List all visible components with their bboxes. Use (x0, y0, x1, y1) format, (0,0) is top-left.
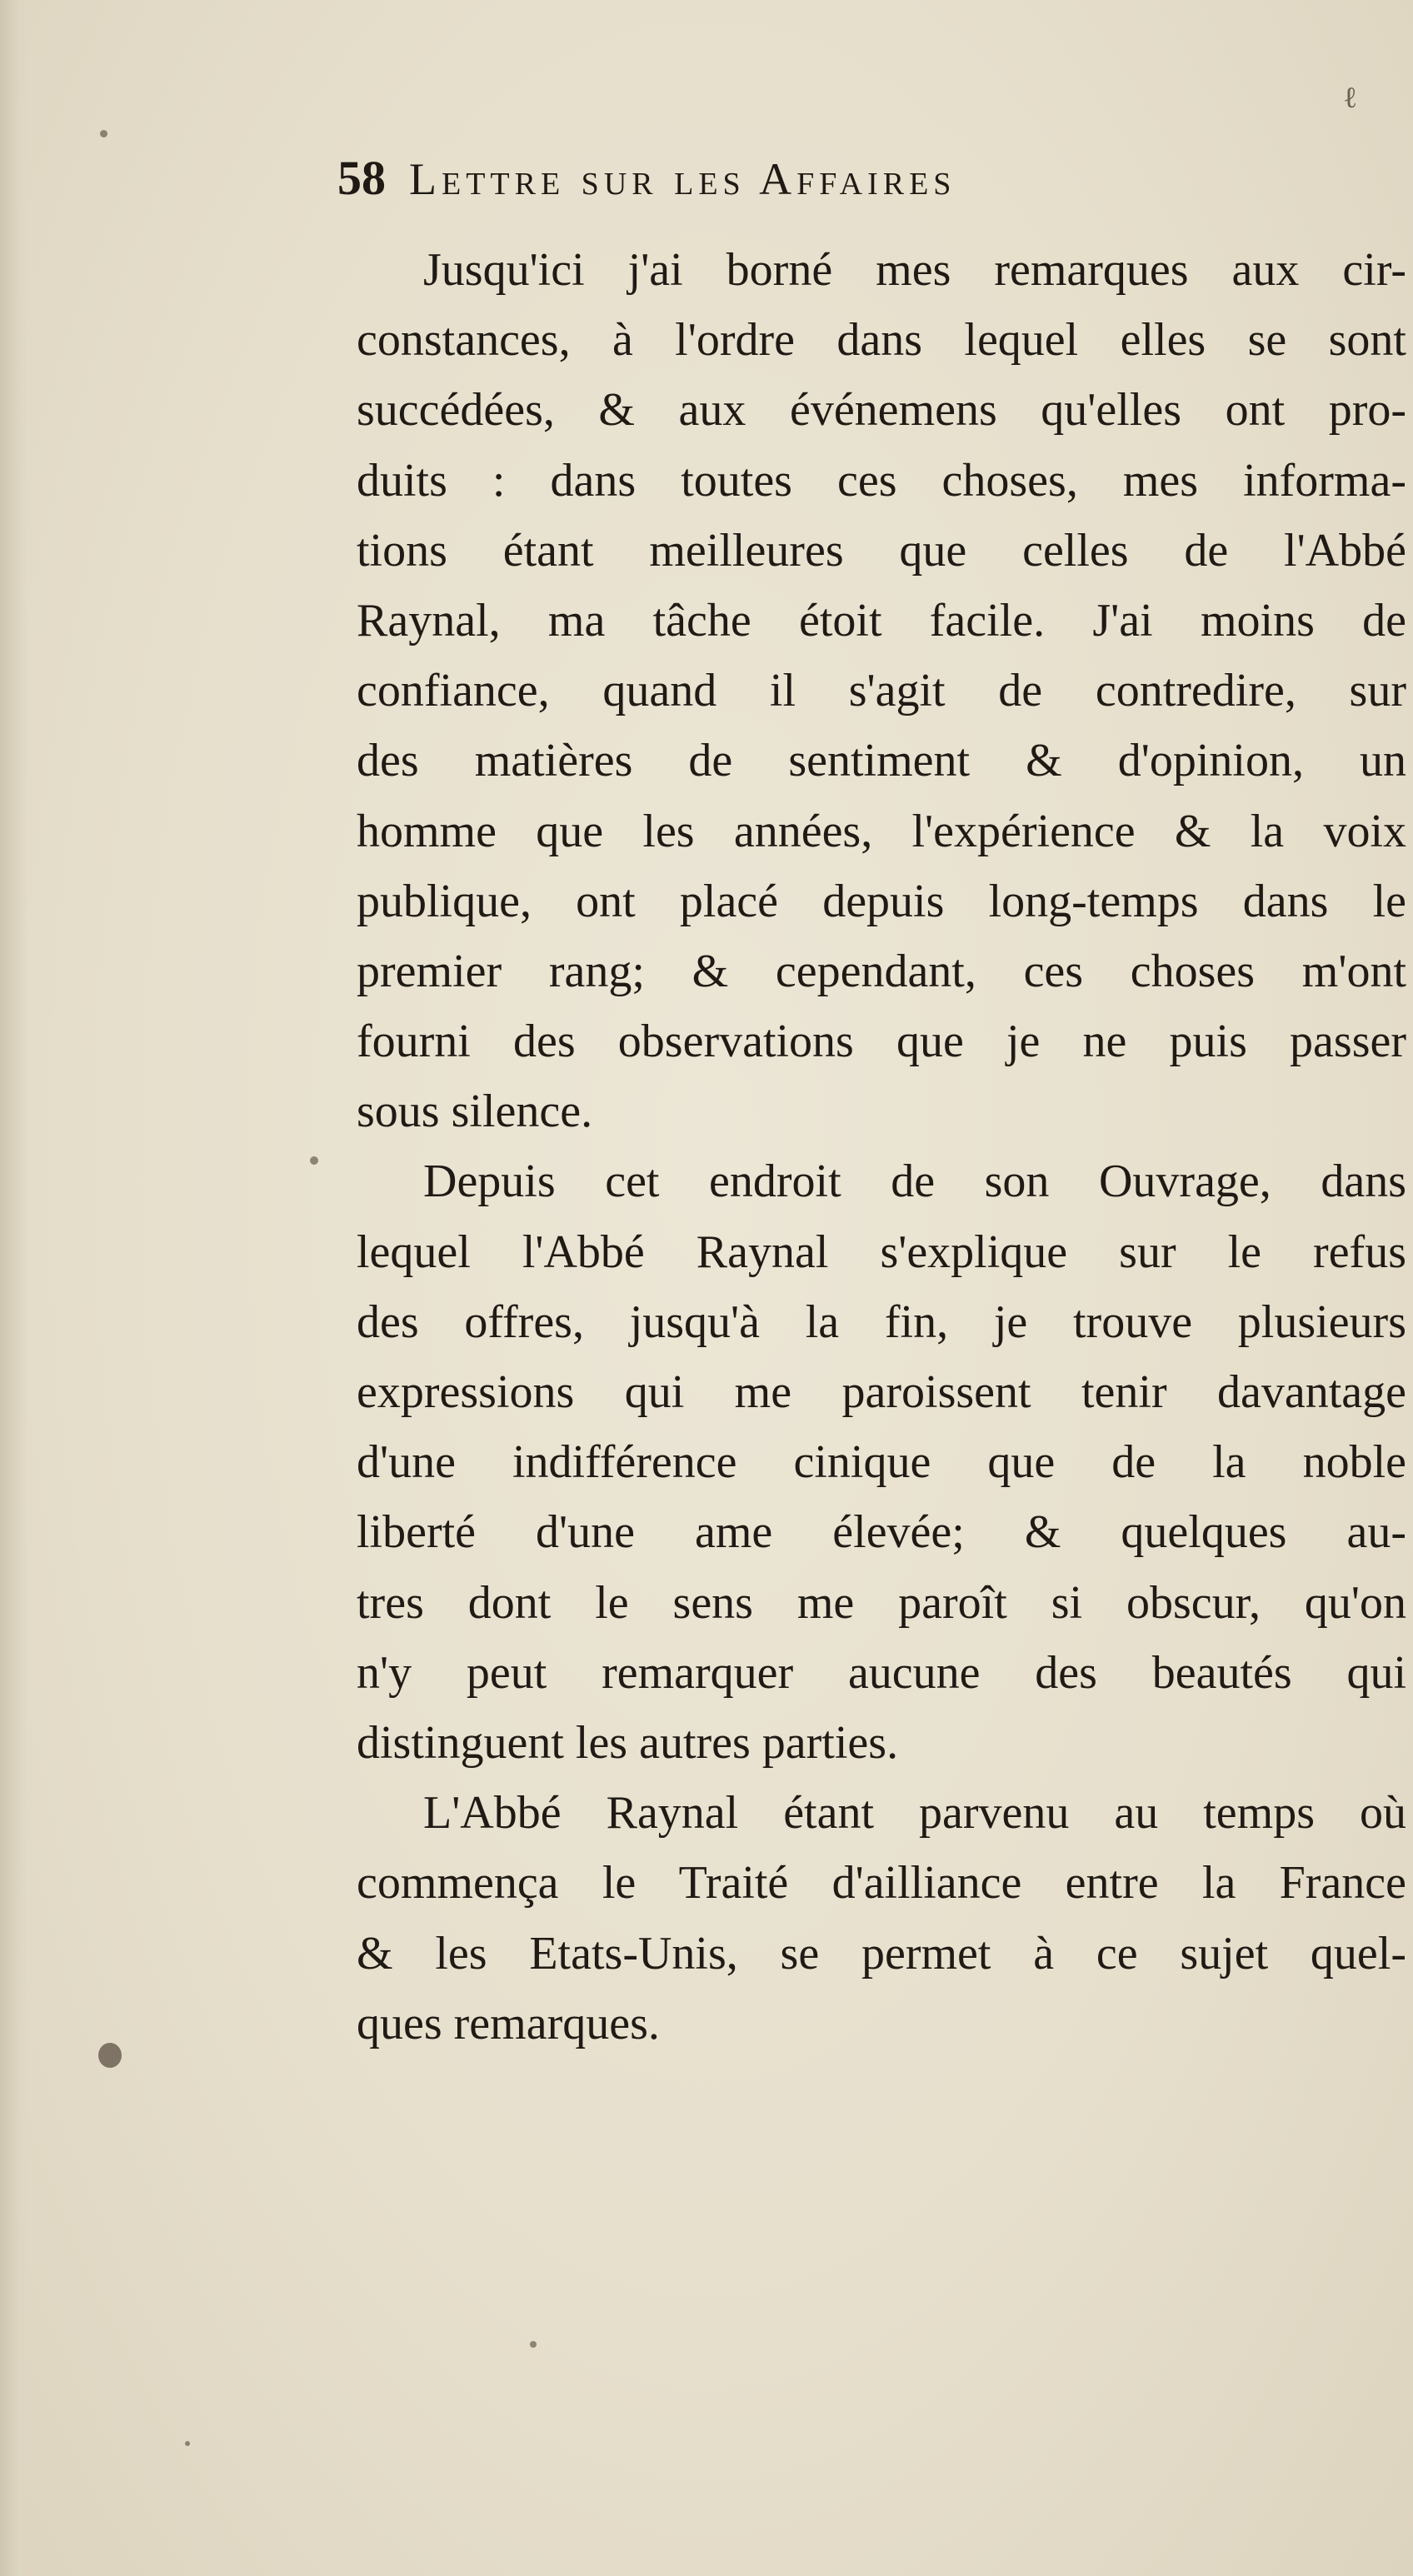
text-line: publique, ont placé depuis long-temps dans le (357, 875, 1406, 927)
text-line: confiance, quand il s'agit de contredire, sur (357, 665, 1406, 717)
text-line: d'une indifférence cinique que de la noble (357, 1436, 1406, 1489)
paragraph-1 (357, 235, 1406, 1146)
text-line: duits : dans toutes ces choses, mes informa- (357, 454, 1406, 507)
text-line: distinguent les autres parties. (357, 1716, 899, 1769)
text-line: Depuis cet endroit de son Ouvrage, dans (423, 1156, 1406, 1208)
text-line: tions étant meilleures que celles de l'Abbé (357, 524, 1406, 577)
text-line: Raynal, ma tâche étoit facile. J'ai moins de (357, 594, 1406, 646)
text-line: premier rang; & cependant, ces choses m'ont (357, 945, 1406, 997)
text-line: constances, à l'ordre dans lequel elles se sont (357, 314, 1406, 367)
page-number: 58 (337, 151, 386, 205)
ink-speck (310, 1156, 318, 1165)
running-title: Lettre sur les Affaires (409, 154, 956, 204)
text-line: fourni des observations que je ne puis passer (357, 1016, 1406, 1068)
text-line: sous silence. (357, 1086, 593, 1138)
text-line: expressions qui me paroissent tenir davantage (357, 1366, 1406, 1418)
paragraph-2 (357, 1146, 1406, 1778)
text-line: homme que les années, l'expérience & la voix (357, 805, 1406, 857)
text-line: n'y peut remarquer aucune des beautés qui (357, 1646, 1406, 1699)
text-line: lequel l'Abbé Raynal s'explique sur le refus (357, 1226, 1406, 1278)
text-line: & les Etats-Unis, se permet à ce sujet quel- (357, 1927, 1406, 1979)
running-header (337, 150, 1296, 217)
body-text (357, 235, 1406, 2059)
ink-speck (100, 130, 107, 137)
text-line: liberté d'une ame élevée; & quelques au- (357, 1506, 1406, 1559)
page-gutter-shadow (0, 0, 28, 2576)
ink-speck (98, 2043, 122, 2068)
text-line: succédées, & aux événemens qu'elles ont pro- (357, 384, 1406, 437)
ink-speck (185, 2441, 190, 2446)
text-line: ques remarques. (357, 1997, 660, 2049)
text-line: des matières de sentiment & d'opinion, un (357, 735, 1406, 787)
pencil-mark: ℓ (1343, 81, 1358, 114)
text-line: Jusqu'ici j'ai borné mes remarques aux cir- (423, 244, 1406, 296)
text-line: commença le Traité d'ailliance entre la France (357, 1857, 1406, 1910)
text-line: tres dont le sens me paroît si obscur, qu'on (357, 1576, 1406, 1629)
text-line: des offres, jusqu'à la fin, je trouve plusieurs (357, 1295, 1406, 1348)
text-line: L'Abbé Raynal étant parvenu au temps où (423, 1787, 1406, 1840)
ink-speck (530, 2341, 537, 2348)
paragraph-3 (357, 1778, 1406, 2059)
